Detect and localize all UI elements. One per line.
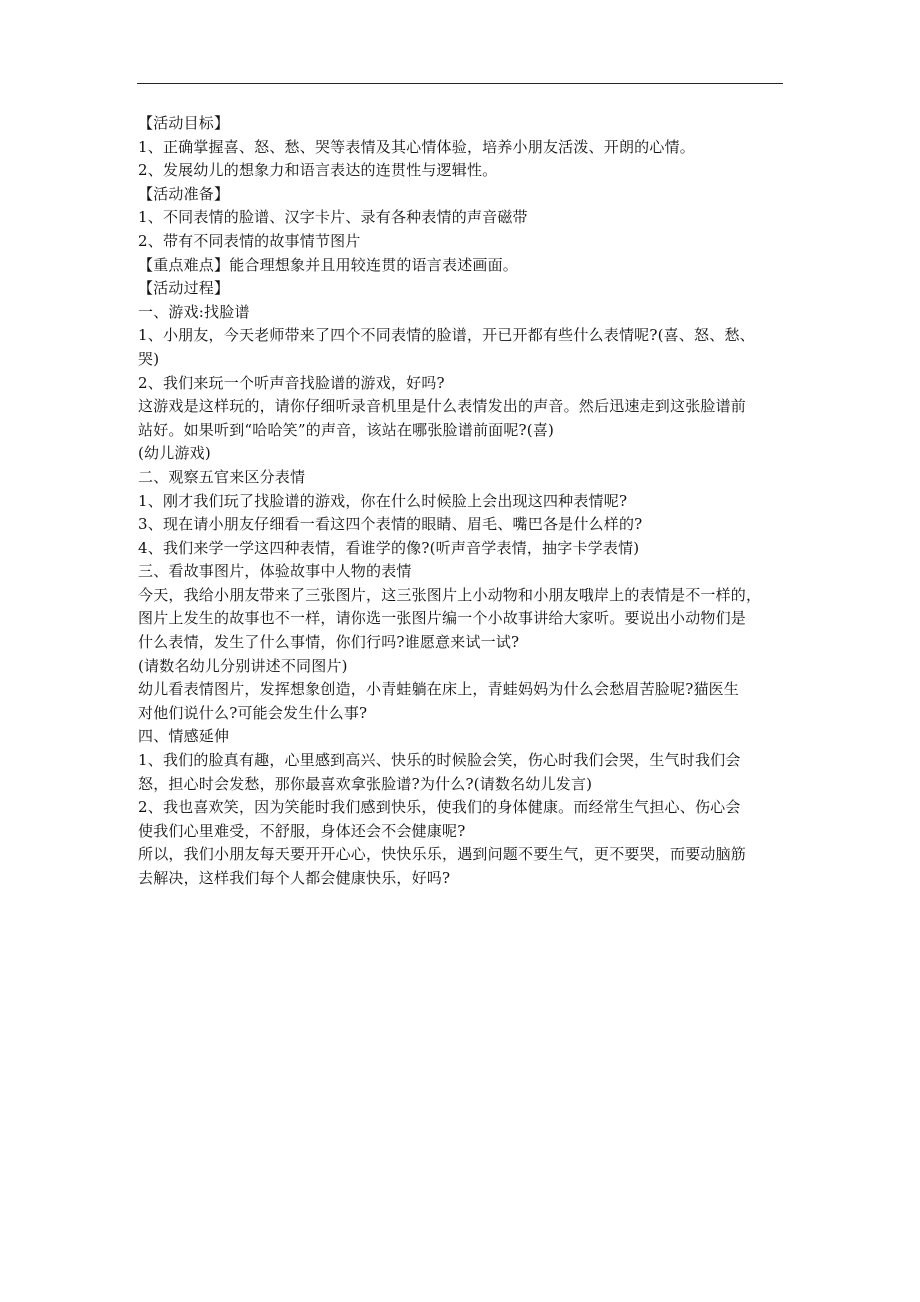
document-line: 一、游戏:找脸谱 — [138, 302, 250, 321]
document-line: 【活动过程】 — [138, 279, 230, 298]
document-line: 3、现在请小朋友仔细看一看这四个表情的眼睛、眉毛、嘴巴各是什么样的? — [138, 515, 643, 534]
document-line: (请数名幼儿分别讲述不同图片) — [138, 656, 348, 675]
document-line: 4、我们来学一学这四种表情，看谁学的像?(听声音学表情，抽字卡学表情) — [138, 538, 640, 557]
document-line: 怒，担心时会发愁，那你最喜欢拿张脸谱?为什么?(请数名幼儿发言) — [138, 774, 593, 793]
document-line: 1、刚才我们玩了找脸谱的游戏，你在什么时候脸上会出现这四种表情呢? — [138, 491, 628, 510]
document-line: 1、正确掌握喜、怒、愁、哭等表情及其心情体验，培养小朋友活泼、开朗的心情。 — [138, 137, 695, 156]
document-line: (幼儿游戏) — [138, 444, 211, 463]
document-line: 【活动准备】 — [138, 184, 230, 203]
document-line: 今天，我给小朋友带来了三张图片，这三张图片上小动物和小朋友哦岸上的表情是不一样的， — [138, 585, 762, 604]
document-line: 1、小朋友，今天老师带来了四个不同表情的脸谱，开已开都有些什么表情呢?(喜、怒、愁、 — [138, 326, 755, 345]
document-line: 幼儿看表情图片，发挥想象创造，小青蛙躺在床上，青蛙妈妈为什么会愁眉苦脸呢?猫医生 — [138, 680, 740, 699]
document-line: 【重点难点】能合理想象并且用较连贯的语言表述画面。 — [138, 255, 519, 274]
document-line: 对他们说什么?可能会发生什么事? — [138, 703, 368, 722]
document-line: 1、不同表情的脸谱、汉字卡片、录有各种表情的声音磁带 — [138, 208, 528, 227]
document-line: 图片上发生的故事也不一样，请你选一张图片编一个小故事讲给大家听。要说出小动物们是 — [138, 609, 747, 628]
document-line: 三、看故事图片，体验故事中人物的表情 — [138, 562, 412, 581]
document-line: 所以，我们小朋友每天要开开心心，快快乐乐，遇到问题不要生气，更不要哭，而要动脑筋 — [138, 845, 747, 864]
document-line: 哭) — [138, 349, 160, 368]
document-line: 【活动目标】 — [138, 114, 230, 132]
document-line: 2、发展幼儿的想象力和语言表达的连贯性与逻辑性。 — [138, 161, 498, 180]
document-line: 四、情感延伸 — [138, 727, 230, 746]
document-line: 2、带有不同表情的故事情节图片 — [138, 231, 361, 250]
document-line: 2、我们来玩一个听声音找脸谱的游戏，好吗? — [138, 373, 445, 392]
document-line: 去解决，这样我们每个人都会健康快乐，好吗? — [138, 869, 451, 887]
document-line: 使我们心里难受，不舒服，身体还会不会健康呢? — [138, 821, 466, 840]
document-body — [138, 112, 784, 891]
document-line: 1、我们的脸真有趣，心里感到高兴、快乐的时候脸会笑，伤心时我们会哭，生气时我们会 — [138, 751, 741, 770]
document-line: 这游戏是这样玩的，请你仔细听录音机里是什么表情发出的声音。然后迅速走到这张脸谱前 — [138, 397, 747, 416]
document-line: 二、观察五官来区分表情 — [138, 467, 306, 486]
document-line: 2、我也喜欢笑，因为笑能时我们感到快乐，使我们的身体健康。而经常生气担心、伤心会 — [138, 798, 741, 817]
document-line: 站好。如果听到“哈哈笑”的声音，该站在哪张脸谱前面呢?(喜) — [138, 420, 555, 439]
document-line: 什么表情，发生了什么事情，你们行吗?谁愿意来试一试? — [138, 633, 520, 652]
header-rule — [137, 83, 783, 84]
